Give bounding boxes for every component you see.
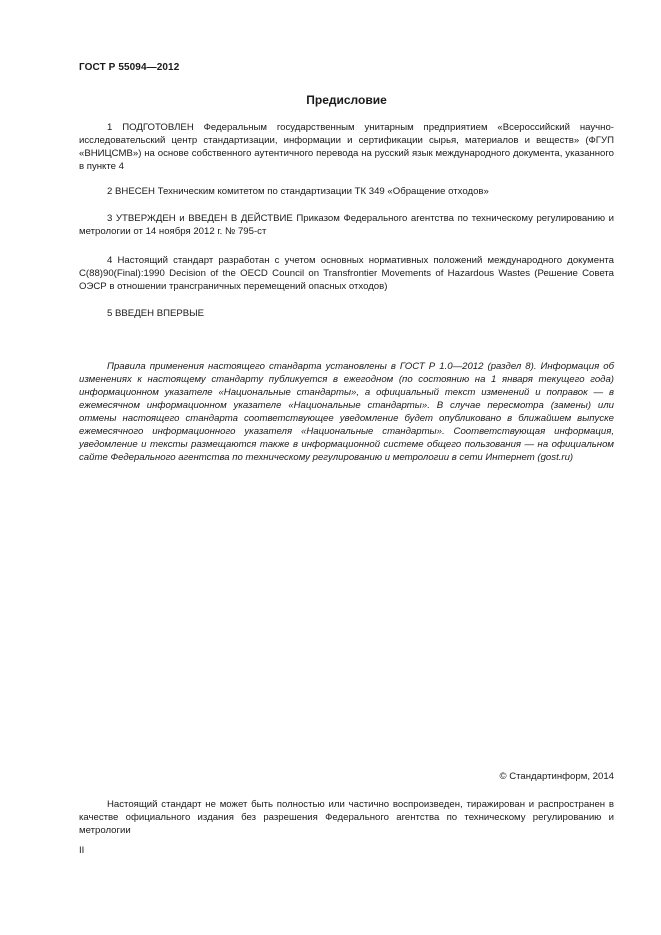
paragraph-1-text: 1 ПОДГОТОВЛЕН Федеральным государственным унитарным предприятием «Всероссийский научно-исследовательский центр стандартизации, информации и сертификации сырья, материалов и веществ» (ФГУП «ВНИЦСМВ») на основе собственного аутентичного перевода на русский язык международного документа, указанного в пункте 4 (79, 122, 614, 172)
paragraph-4-text: 4 Настоящий стандарт разработан с учетом основных нормативных положений международного документа C(88)90(Final):1990 Decision of the OECD Council on Transfrontier Movements of Hazardous Wastes (Решение Совета ОЭСР в отношении трансграничных перемещений опасных отходов) (79, 255, 614, 292)
reproduction-notice-text: Настоящий стандарт не может быть полностью или частично воспроизведен, тиражирован и распространен в качестве официального издания без разрешения Федерального агентства по техническому регулированию и метрологии (79, 799, 614, 836)
usage-notice (79, 360, 614, 464)
paragraph-2 (79, 185, 614, 198)
paragraph-5 (79, 307, 614, 320)
paragraph-4 (79, 254, 614, 293)
page-title: Предисловие (306, 93, 387, 107)
paragraph-5-text: 5 ВВЕДЕН ВПЕРВЫЕ (107, 308, 205, 319)
reproduction-notice (79, 798, 614, 837)
paragraph-3 (79, 212, 614, 238)
copyright-line: © Стандартинформ, 2014 (499, 771, 614, 782)
paragraph-1 (79, 121, 614, 173)
usage-notice-text: Правила применения настоящего стандарта установлены в ГОСТ Р 1.0—2012 (раздел 8). Информация об изменениях к настоящему стандарту публикуется в ежегодном (по состоянию на 1 января текущего года) информационном указателе «Национальные стандарты», а официальный текст изменений и поправок — в ежемесячном информационном указателе «Национальные стандарты». В случае пересмотра (замены) или отмены настоящего стандарта соответствующее уведомление будет опубликовано в ближайшем выпуске ежемесячного информационного указателя «Национальные стандарты». Соответствующая информация, уведомление и тексты размещаются также в информационной системе общего пользования — на официальном сайте Федерального агентства по техническому регулированию и метрологии в сети Интернет (gost.ru) (79, 361, 614, 463)
page-number: II (79, 845, 85, 856)
document-code-header: ГОСТ Р 55094—2012 (79, 62, 180, 73)
paragraph-2-text: 2 ВНЕСЕН Техническим комитетом по стандартизации ТК 349 «Обращение отходов» (107, 186, 489, 197)
paragraph-3-text: 3 УТВЕРЖДЕН и ВВЕДЕН В ДЕЙСТВИЕ Приказом Федерального агентства по техническому регулированию и метрологии от 14 ноября 2012 г. № 795-ст (79, 213, 614, 237)
